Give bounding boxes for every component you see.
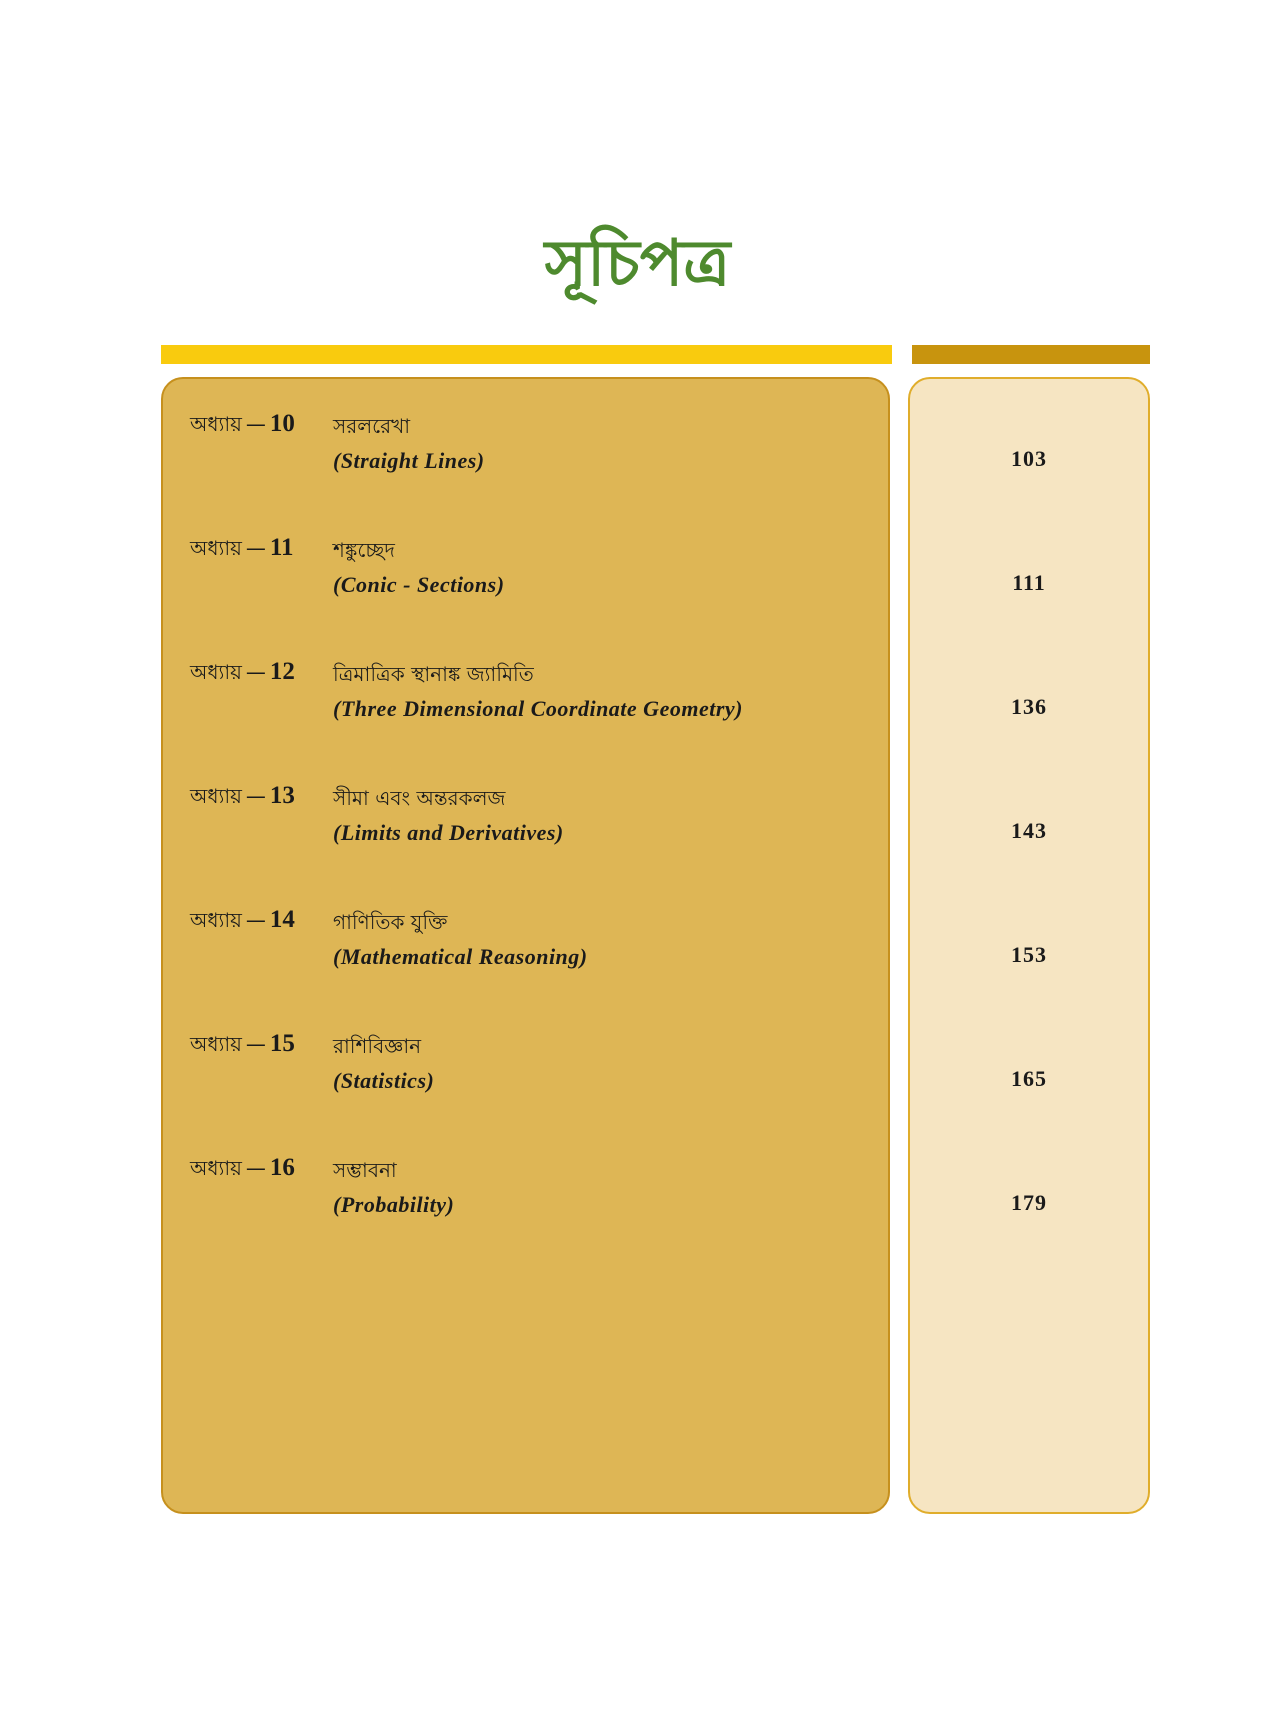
chapter-number: 13 [269,782,295,809]
toc-entry-chapter-10[interactable] [190,410,890,500]
chapter-label [190,658,295,691]
toc-entry-chapter-13[interactable] [190,782,890,872]
chapter-word: অধ্যায় [190,784,242,808]
toc-entry-chapter-12[interactable] [190,658,890,748]
chapter-label [190,1154,295,1187]
chapter-title-english: (Straight Lines) [333,448,485,473]
toc-entry-chapter-15[interactable] [190,1030,890,1120]
chapter-word: অধ্যায় [190,1156,242,1180]
chapter-dash: — [245,1156,266,1180]
chapter-word: অধ্যায় [190,660,242,684]
chapter-dash: — [245,536,266,560]
chapter-title-bengali: রাশিবিজ্ঞান [333,1034,422,1058]
chapter-title-bengali: গাণিতিক যুক্তি [333,910,448,934]
page-number-chapter-14[interactable]: 153 [1011,942,1047,967]
chapter-title-english: (Limits and Derivatives) [333,820,564,845]
page-number-chapter-13[interactable]: 143 [1011,818,1047,843]
chapter-dash: — [245,1032,266,1056]
chapter-title-bengali: সরলরেখা [333,414,411,438]
page-number-chapter-16[interactable]: 179 [1011,1190,1047,1215]
chapter-title-english: (Conic - Sections) [333,572,505,597]
chapter-title-bengali: সীমা এবং অন্তরকলজ [333,786,506,810]
chapter-label [190,906,295,939]
chapter-word: অধ্যায় [190,536,242,560]
chapter-title-english: (Three Dimensional Coordinate Geometry) [333,696,743,721]
chapter-number: 11 [269,534,294,561]
page-number-chapter-10[interactable]: 103 [1011,446,1047,471]
chapter-number: 16 [269,1154,295,1181]
toc-entry-chapter-16[interactable] [190,1154,890,1244]
page-title: সূচিপত্র [544,227,731,301]
page-number-chapter-15[interactable]: 165 [1011,1066,1047,1091]
chapter-title-bengali: শঙ্কুচ্ছেদ [333,538,395,562]
chapter-label [190,782,295,815]
header-bar-gold [912,345,1150,364]
chapter-word: অধ্যায় [190,908,242,932]
chapter-number: 15 [269,1030,295,1057]
chapter-number: 12 [269,658,295,685]
toc-entry-chapter-11[interactable] [190,534,890,624]
chapter-dash: — [245,660,266,684]
chapter-label [190,534,294,567]
page-number-chapter-11[interactable]: 111 [1012,570,1046,595]
chapter-title-english: (Mathematical Reasoning) [333,944,588,969]
chapter-dash: — [245,784,266,808]
page-number-chapter-12[interactable]: 136 [1011,694,1047,719]
chapter-word: অধ্যায় [190,412,242,436]
chapter-word: অধ্যায় [190,1032,242,1056]
chapter-title-bengali: সম্ভাবনা [333,1158,397,1182]
chapter-number: 10 [269,410,295,437]
chapter-label [190,1030,295,1063]
chapter-dash: — [245,908,266,932]
chapter-title-english: (Probability) [333,1192,455,1217]
chapter-dash: — [245,412,266,436]
chapter-title-bengali: ত্রিমাত্রিক স্থানাঙ্ক জ্যামিতি [333,662,534,686]
header-bar-yellow [161,345,892,364]
toc-entry-chapter-14[interactable] [190,906,890,996]
chapter-title-english: (Statistics) [333,1068,435,1093]
chapter-label [190,410,295,443]
chapter-number: 14 [269,906,295,933]
